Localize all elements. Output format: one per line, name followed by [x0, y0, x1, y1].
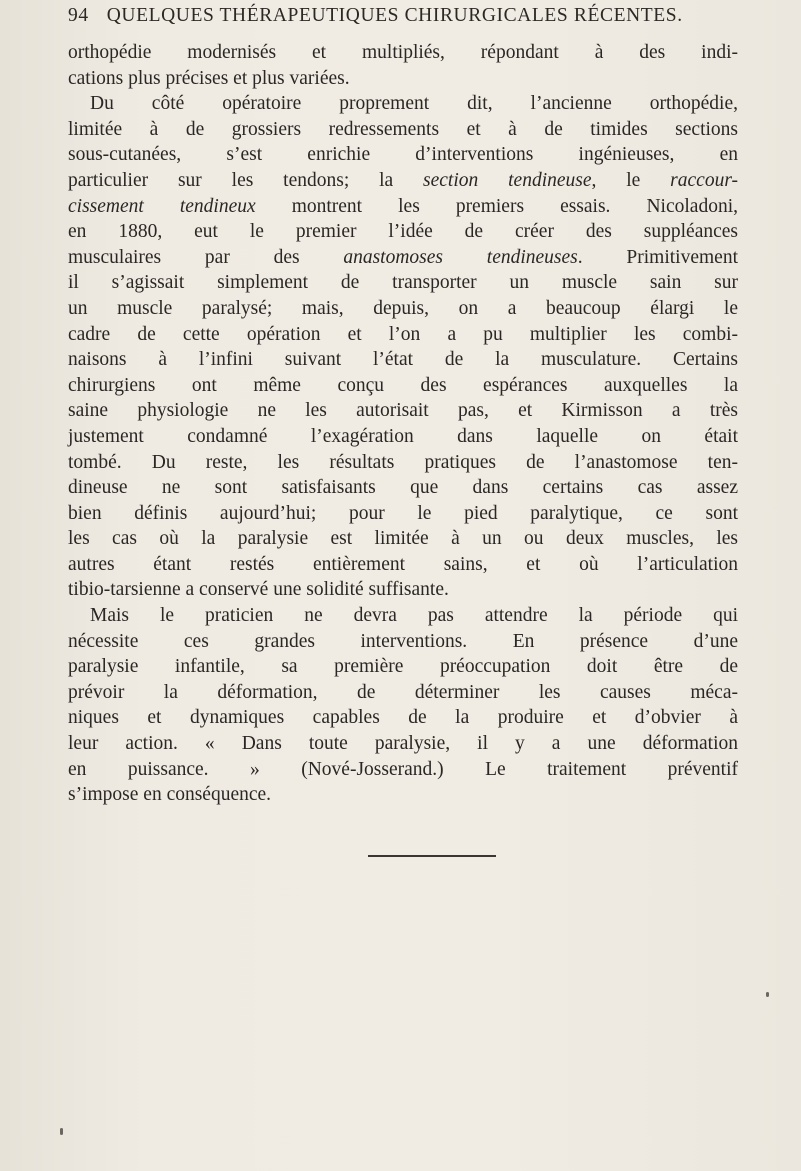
text-line: [68, 91, 738, 117]
text-line: [68, 142, 738, 168]
text-run: limitée à de grossiers redressements et à de timides sections: [68, 118, 738, 140]
body-text: [68, 40, 738, 808]
text-line: [68, 373, 738, 399]
text-run: saine physiologie ne les autorisait pas, et Kirmisson a très: [68, 400, 738, 422]
text-run: . Primitivement: [577, 246, 738, 268]
text-run: cadre de cette opération et l’on a pu multiplier les combi-: [68, 323, 738, 345]
text-run: un muscle paralysé; mais, depuis, on a beaucoup élargi le: [68, 297, 738, 319]
text-line: [68, 245, 738, 271]
text-line: [68, 526, 738, 552]
italic-term: anastomoses tendineuses: [343, 246, 578, 268]
text-line: [68, 501, 738, 527]
text-run: , le: [591, 169, 671, 191]
italic-term: raccour-: [670, 169, 739, 191]
text-line: [68, 577, 738, 603]
text-line: [68, 117, 738, 143]
text-run: dineuse ne sont satisfaisants que dans certains cas assez: [68, 477, 738, 499]
text-run: justement condamné l’exagération dans laquelle on était: [68, 425, 738, 447]
text-line: [68, 450, 738, 476]
text-line: [68, 219, 738, 245]
text-line: [68, 398, 738, 424]
text-line: [68, 168, 738, 194]
text-run: orthopédie modernisés et multipliés, répondant à des indi-: [68, 42, 738, 63]
text-run: particulier sur les tendons; la: [68, 169, 424, 191]
text-run: sous-cutanées, s’est enrichie d’interventions ingénieuses, en: [68, 144, 738, 166]
text-run: prévoir la déformation, de déterminer les causes méca-: [68, 681, 738, 703]
running-title: QUELQUES THÉRAPEUTIQUES CHIRURGICALES RÉCENTES.: [106, 5, 683, 26]
text-run: nécessite ces grandes interventions. En présence d’une: [68, 630, 738, 652]
text-run: montrent les premiers essais. Nicoladoni,: [255, 195, 738, 217]
running-header: [68, 5, 748, 27]
paper-speck: [766, 992, 769, 997]
text-line: [68, 194, 738, 220]
text-run: musculaires par des: [68, 246, 344, 268]
text-line: [68, 40, 738, 66]
text-line: [68, 424, 738, 450]
text-run: Du côté opératoire proprement dit, l’ancienne orthopédie,: [90, 93, 738, 115]
text-run: les cas où la paralysie est limitée à un ou deux muscles, les: [68, 528, 738, 550]
text-run: il s’agissait simplement de transporter un muscle sain sur: [68, 272, 738, 294]
text-line: [68, 347, 738, 373]
text-line: [68, 705, 738, 731]
paper-speck: [60, 1128, 63, 1135]
text-run: leur action. « Dans toute paralysie, il y a une déformation: [68, 733, 738, 755]
text-run: chirurgiens ont même conçu des espérances auxquelles la: [68, 374, 738, 396]
text-run: cations plus précises et plus variées.: [68, 67, 350, 89]
text-run: Mais le praticien ne devra pas attendre la période qui: [90, 605, 738, 627]
text-line: [68, 680, 738, 706]
text-line: [68, 475, 738, 501]
text-run: bien définis aujourd’hui; pour le pied paralytique, ce sont: [68, 502, 738, 524]
text-line: [68, 270, 738, 296]
text-run: autres étant restés entièrement sains, et où l’articulation: [68, 553, 738, 575]
text-line: [68, 552, 738, 578]
italic-term: section tendineuse: [423, 169, 592, 191]
text-line: [68, 603, 738, 629]
text-line: [68, 66, 738, 92]
text-line: [68, 296, 738, 322]
section-end-rule: [368, 855, 496, 857]
text-run: en puissance. » (Nové-Josserand.) Le traitement préventif: [68, 758, 738, 780]
text-line: [68, 629, 738, 655]
text-run: tombé. Du reste, les résultats pratiques de l’anastomose ten-: [68, 451, 738, 473]
italic-term: cissement tendineux: [68, 195, 256, 217]
text-run: paralysie infantile, sa première préoccupation doit être de: [68, 656, 738, 678]
page-number: 94: [68, 5, 89, 26]
text-run: en 1880, eut le premier l’idée de créer des suppléances: [68, 221, 738, 243]
text-run: naisons à l’infini suivant l’état de la musculature. Certains: [68, 349, 738, 371]
text-run: s’impose en conséquence.: [68, 784, 272, 806]
text-line: [68, 322, 738, 348]
text-run: tibio-tarsienne a conservé une solidité suffisante.: [68, 579, 449, 601]
text-line: [68, 782, 738, 808]
text-line: [68, 654, 738, 680]
text-line: [68, 757, 738, 783]
text-line: [68, 731, 738, 757]
text-run: niques et dynamiques capables de la produire et d’obvier à: [68, 707, 738, 729]
